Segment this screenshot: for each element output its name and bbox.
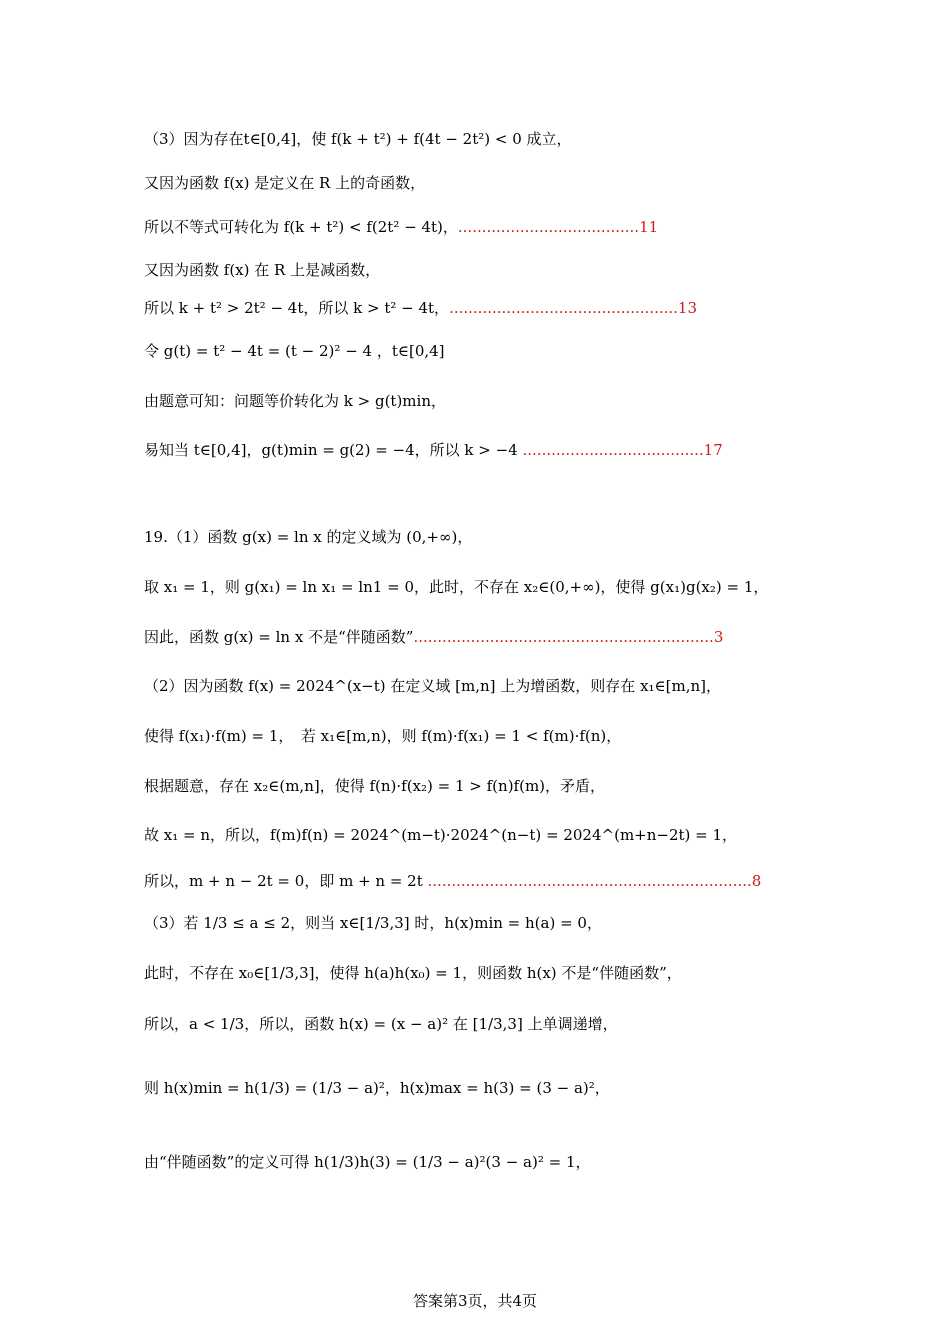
line-20: [144, 1077, 610, 1099]
line-5: [144, 297, 697, 319]
line-6: [144, 340, 445, 362]
line-text: 故 x₁ = n，所以，f(m)f(n) = 2024^(m−t)·2024^(n−t) = 2024^(m+n−2t) = 1，: [144, 826, 738, 844]
line-text: 由“伴随函数”的定义可得 h(1/3)h(3) = (1/3 − a)²(3 − a)² = 1，: [144, 1153, 591, 1171]
line-13: [144, 725, 621, 747]
line-12: [144, 675, 721, 697]
line-text: 所以 k + t² > 2t² − 4t，所以 k > t² − 4t，: [144, 299, 450, 317]
line-16: [144, 870, 761, 892]
score-marker: ....................................................................8: [427, 872, 762, 890]
line-8: [144, 439, 723, 461]
line-15: [144, 824, 737, 846]
line-text: 所以不等式可转化为 f(k + t²) < f(2t² − 4t)，: [144, 218, 458, 236]
line-19: [144, 1013, 618, 1035]
line-text: 所以，m + n − 2t = 0，即 m + n = 2t: [144, 872, 428, 890]
line-text: 19.（1）函数 g(x) = ln x 的定义域为 (0,+∞)，: [144, 528, 473, 546]
score-marker: ......................................17: [522, 441, 723, 459]
line-text: 又因为函数 f(x) 在 R 上是减函数，: [144, 261, 381, 279]
page-footer: 答案第3页，共4页: [412, 1292, 538, 1310]
line-9: [144, 526, 472, 548]
line-text: （3）若 1/3 ≤ a ≤ 2，则当 x∈[1/3,3] 时，h(x)min = h(a) = 0，: [144, 914, 602, 932]
line-text: 由题意可知：问题等价转化为 k > g(t)min，: [144, 392, 446, 410]
line-text: （2）因为函数 f(x) = 2024^(x−t) 在定义域 [m,n] 上为增函数，则存在 x₁∈[m,n]，: [144, 677, 721, 695]
line-21: [144, 1151, 591, 1173]
line-10: [144, 576, 768, 598]
line-17: [144, 912, 602, 934]
line-text: 易知当 t∈[0,4]，g(t)min = g(2) = −4，所以 k > −4: [144, 441, 523, 459]
line-3: [144, 216, 658, 238]
line-text: 因此，函数 g(x) = ln x 不是“伴随函数”: [144, 628, 414, 646]
line-2: [144, 172, 425, 194]
score-marker: ................................................13: [449, 299, 698, 317]
line-text: 则 h(x)min = h(1/3) = (1/3 − a)²，h(x)max = h(3) = (3 − a)²，: [144, 1079, 610, 1097]
line-4: [144, 259, 380, 281]
line-18: [144, 962, 682, 984]
line-text: （3）因为存在t∈[0,4]，使 f(k + t²) + f(4t − 2t²) < 0 成立，: [144, 130, 572, 148]
line-1: [144, 128, 572, 150]
line-11: [144, 626, 723, 648]
line-text: 令 g(t) = t² − 4t = (t − 2)² − 4 ，t∈[0,4]: [144, 342, 445, 360]
score-marker: ......................................11: [457, 218, 659, 236]
line-14: [144, 775, 605, 797]
line-7: [144, 390, 446, 412]
line-text: 使得 f(x₁)·f(m) = 1， 若 x₁∈[m,n)，则 f(m)·f(x₁) = 1 < f(m)·f(n)，: [144, 727, 622, 745]
line-text: 此时，不存在 x₀∈[1/3,3]，使得 h(a)h(x₀) = 1，则函数 h(x) 不是“伴随函数”，: [144, 964, 682, 982]
line-text: 取 x₁ = 1，则 g(x₁) = ln x₁ = ln1 = 0，此时，不存在 x₂∈(0,+∞)，使得 g(x₁)g(x₂) = 1，: [144, 578, 769, 596]
line-text: 又因为函数 f(x) 是定义在 R 上的奇函数，: [144, 174, 426, 192]
line-text: 所以，a < 1/3，所以，函数 h(x) = (x − a)² 在 [1/3,3] 上单调递增，: [144, 1015, 618, 1033]
score-marker: ...............................................................3: [413, 628, 724, 646]
line-text: 根据题意，存在 x₂∈(m,n]，使得 f(n)·f(x₂) = 1 > f(n)f(m)，矛盾，: [144, 777, 606, 795]
